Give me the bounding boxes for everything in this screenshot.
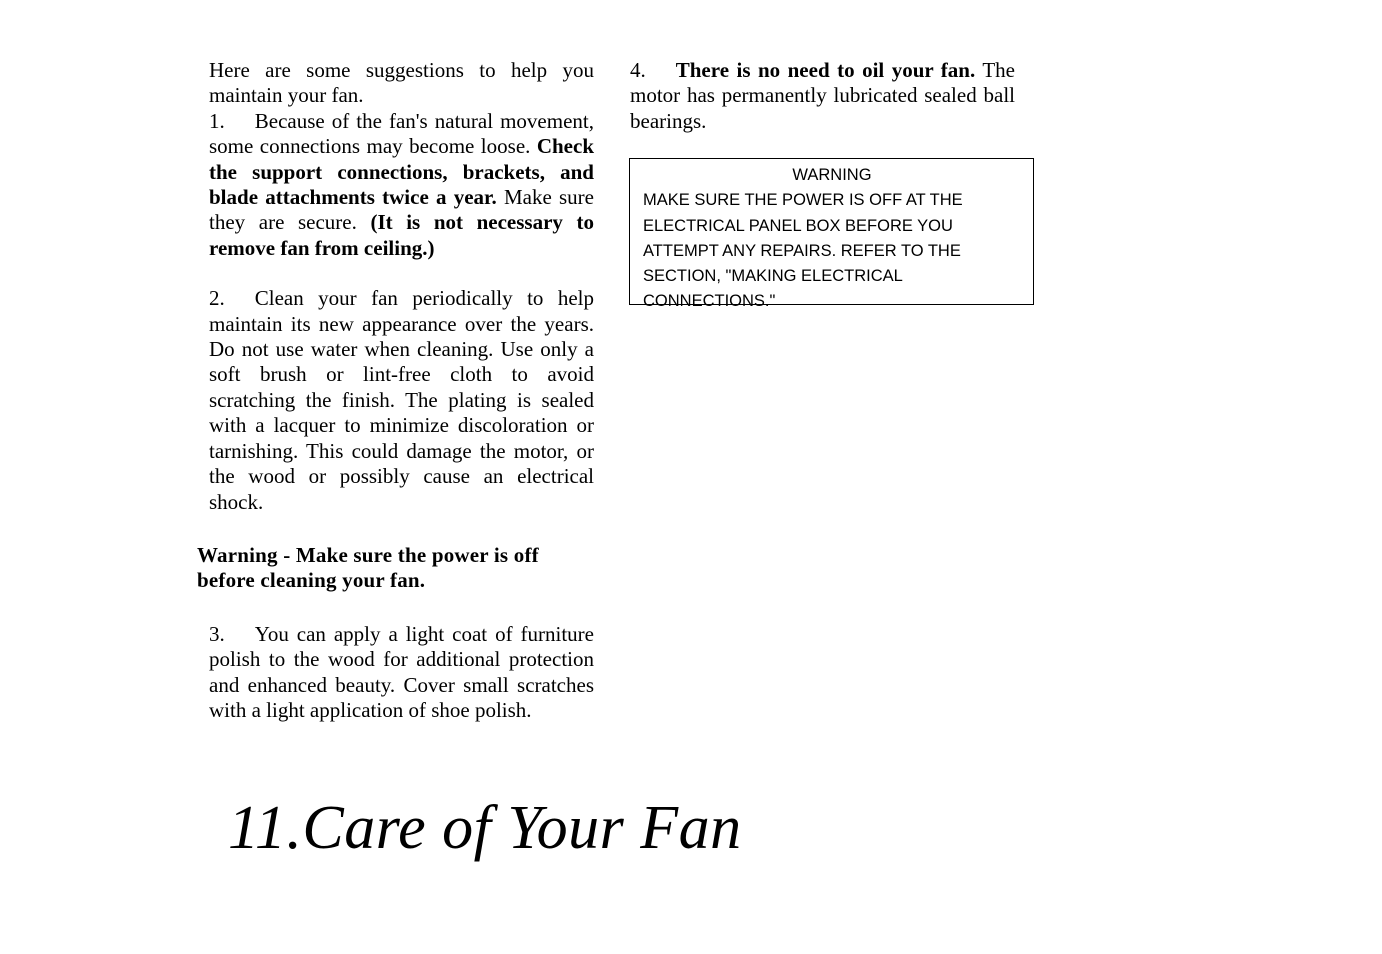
intro-paragraph: Here are some suggestions to help you maintain your fan.: [209, 58, 594, 108]
item-4-paragraph: [630, 58, 1015, 134]
repair-warning-title: WARNING: [792, 166, 872, 184]
item-1-bold-b: (It is not necessary to remove fan from ceiling.): [209, 210, 594, 260]
left-column: [209, 58, 594, 515]
item-1-number: 1.: [209, 108, 225, 133]
item-1-paragraph: [209, 109, 594, 261]
item-4-bold: There is no need to oil your fan.: [675, 58, 976, 82]
item-2-paragraph: [209, 286, 594, 515]
cleaning-warning: [197, 543, 597, 594]
item-3-paragraph: [209, 622, 594, 724]
item-2-number: 2.: [209, 286, 225, 311]
item-1-text-b: Make sure they are secure.: [209, 185, 594, 235]
cleaning-warning-line-2: before cleaning your fan.: [197, 568, 426, 593]
repair-warning-body: MAKE SURE THE POWER IS OFF AT THE ELECTRICAL PANEL BOX BEFORE YOU ATTEMPT ANY REPAIRS. REFER TO THE SECTION, "MAKING ELECTRICAL CONNECTIONS.": [643, 191, 963, 311]
item-1-bold-a: Check the support connections, brackets, and blade attachments twice a year.: [209, 134, 594, 210]
section-title: 11.Care of Your Fan: [228, 794, 742, 862]
item-4-number: 4.: [630, 58, 646, 82]
cleaning-warning-line-1: Warning - Make sure the power is off: [197, 543, 539, 567]
repair-warning-box: [629, 158, 1034, 311]
right-column: [630, 58, 1015, 134]
item-1-text-a: Because of the fan's natural movement, some connections may become loose.: [209, 108, 594, 159]
item-4-text: The motor has permanently lubricated sealed ball bearings.: [630, 58, 1015, 133]
item-3-text: You can apply a light coat of furniture polish to the wood for additional protection and enhanced beauty. Cover small scratches with a light application of shoe polish.: [209, 622, 594, 723]
item-3-number: 3.: [209, 622, 225, 646]
item-2-text: Clean your fan periodically to help maintain its new appearance over the years. Do not use water when cleaning. Use only a soft brush or lint-free cloth to avoid scratching the finish. The plating is sealed with a lacquer to minimize discoloration or tarnishing. This could damage the motor, or the wood or possibly cause an electrical shock.: [209, 286, 594, 514]
